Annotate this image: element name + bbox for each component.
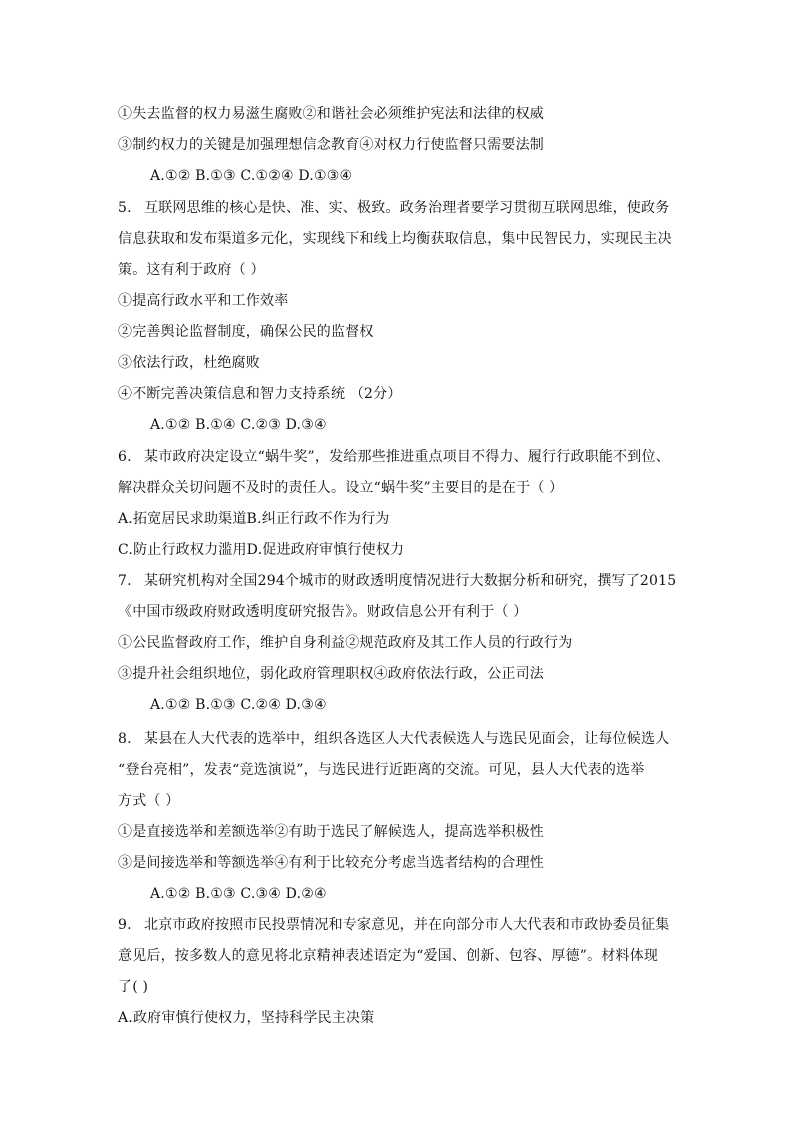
q6-stem-line-2: 解决群众关切问题不及时的责任人。设立“蜗牛奖”主要目的是在于（ ） — [118, 480, 564, 496]
q5-number: 5. — [118, 200, 132, 216]
q5-statement-3: ③依法行政，杜绝腐败 — [118, 355, 260, 371]
q5-statement-4: ④不断完善决策信息和智力支持系统 （2分） — [118, 386, 402, 402]
q8-stem-line-1 — [118, 729, 688, 749]
q7-number: 7. — [118, 573, 132, 589]
q6-options-a-b: A.拓宽居民求助渠道B.纠正行政不作为行为 — [118, 511, 390, 527]
q9-number: 9. — [118, 917, 132, 933]
q6-stem-line-1 — [118, 447, 688, 467]
q9-stem-line-2: 意见后，按多数人的意见将北京精神表述语定为“爱国、创新、包容、厚德”。材料体现 — [118, 948, 659, 964]
q5-statement-2: ②完善舆论监督制度，确保公民的监督权 — [118, 324, 374, 340]
q7-stem-text: 某研究机构对全国294个城市的财政透明度情况进行大数据分析和研究，撰写了2015 — [144, 573, 677, 589]
q9-stem-line-3: 了( ) — [118, 979, 149, 995]
q8-stem-text: 某县在人大代表的选举中，组织各选区人大代表候选人与选民见面会，让每位候选人 — [144, 731, 670, 747]
q8-options: A.①② B.①③ C.③④ D.②④ — [150, 886, 327, 902]
q5-options: A.①② B.①④ C.②③ D.③④ — [150, 417, 327, 433]
q8-number: 8. — [118, 731, 132, 747]
q7-stem-line-2: 《中国市级政府财政透明度研究报告》。财政信息公开有利于（ ） — [118, 604, 528, 620]
q9-stem-line-1 — [118, 915, 688, 935]
q6-stem-text: 某市政府决定设立“蜗牛奖”，发给那些推进重点项目不得力、履行行政职能不到位、 — [144, 449, 670, 465]
q9-option-a: A.政府审慎行使权力，坚持科学民主决策 — [118, 1010, 375, 1026]
q4-statements-1-2: ①失去监督的权力易滋生腐败②和谐社会必须维护宪法和法律的权威 — [118, 106, 544, 122]
q7-statements-1-2: ①公民监督政府工作，维护自身利益②规范政府及其工作人员的行政行为 — [118, 635, 573, 651]
q8-statements-1-2: ①是直接选举和差额选举②有助于选民了解候选人，提高选举积极性 — [118, 824, 544, 840]
q4-options: A.①② B.①③ C.①②④ D.①③④ — [150, 168, 353, 184]
q6-options-c-d: C.防止行政权力滥用D.促进政府审慎行使权力 — [118, 542, 405, 558]
q4-statements-3-4: ③制约权力的关键是加强理想信念教育④对权力行使监督只需要法制 — [118, 137, 544, 153]
q8-statements-3-4: ③是间接选举和等额选举④有利于比较充分考虑当选者结构的合理性 — [118, 855, 544, 871]
q5-stem-text: 互联网思维的核心是快、准、实、极致。政务治理者要学习贯彻互联网思维，使政务 — [144, 200, 670, 216]
q7-statements-3-4: ③提升社会组织地位，弱化政府管理职权④政府依法行政，公正司法 — [118, 666, 544, 682]
q5-stem-line-3: 策。这有利于政府（ ） — [118, 262, 265, 278]
q7-stem-line-1 — [118, 571, 688, 591]
q6-number: 6. — [118, 449, 132, 465]
q5-stem-line-2: 信息获取和发布渠道多元化，实现线下和线上均衡获取信息，集中民智民力，实现民主决 — [118, 231, 672, 247]
q9-stem-text: 北京市政府按照市民投票情况和专家意见，并在向部分市人大代表和市政协委员征集 — [144, 917, 670, 933]
q8-stem-line-2: “登台亮相”，发表“竞选演说”，与选民进行近距离的交流。可见，县人大代表的选举 — [118, 762, 645, 778]
q7-options: A.①② B.①③ C.②④ D.③④ — [150, 697, 327, 713]
q5-statement-1: ①提高行政水平和工作效率 — [118, 293, 289, 309]
q8-stem-line-3: 方式（ ） — [118, 793, 180, 809]
q5-stem-line-1 — [118, 198, 688, 218]
